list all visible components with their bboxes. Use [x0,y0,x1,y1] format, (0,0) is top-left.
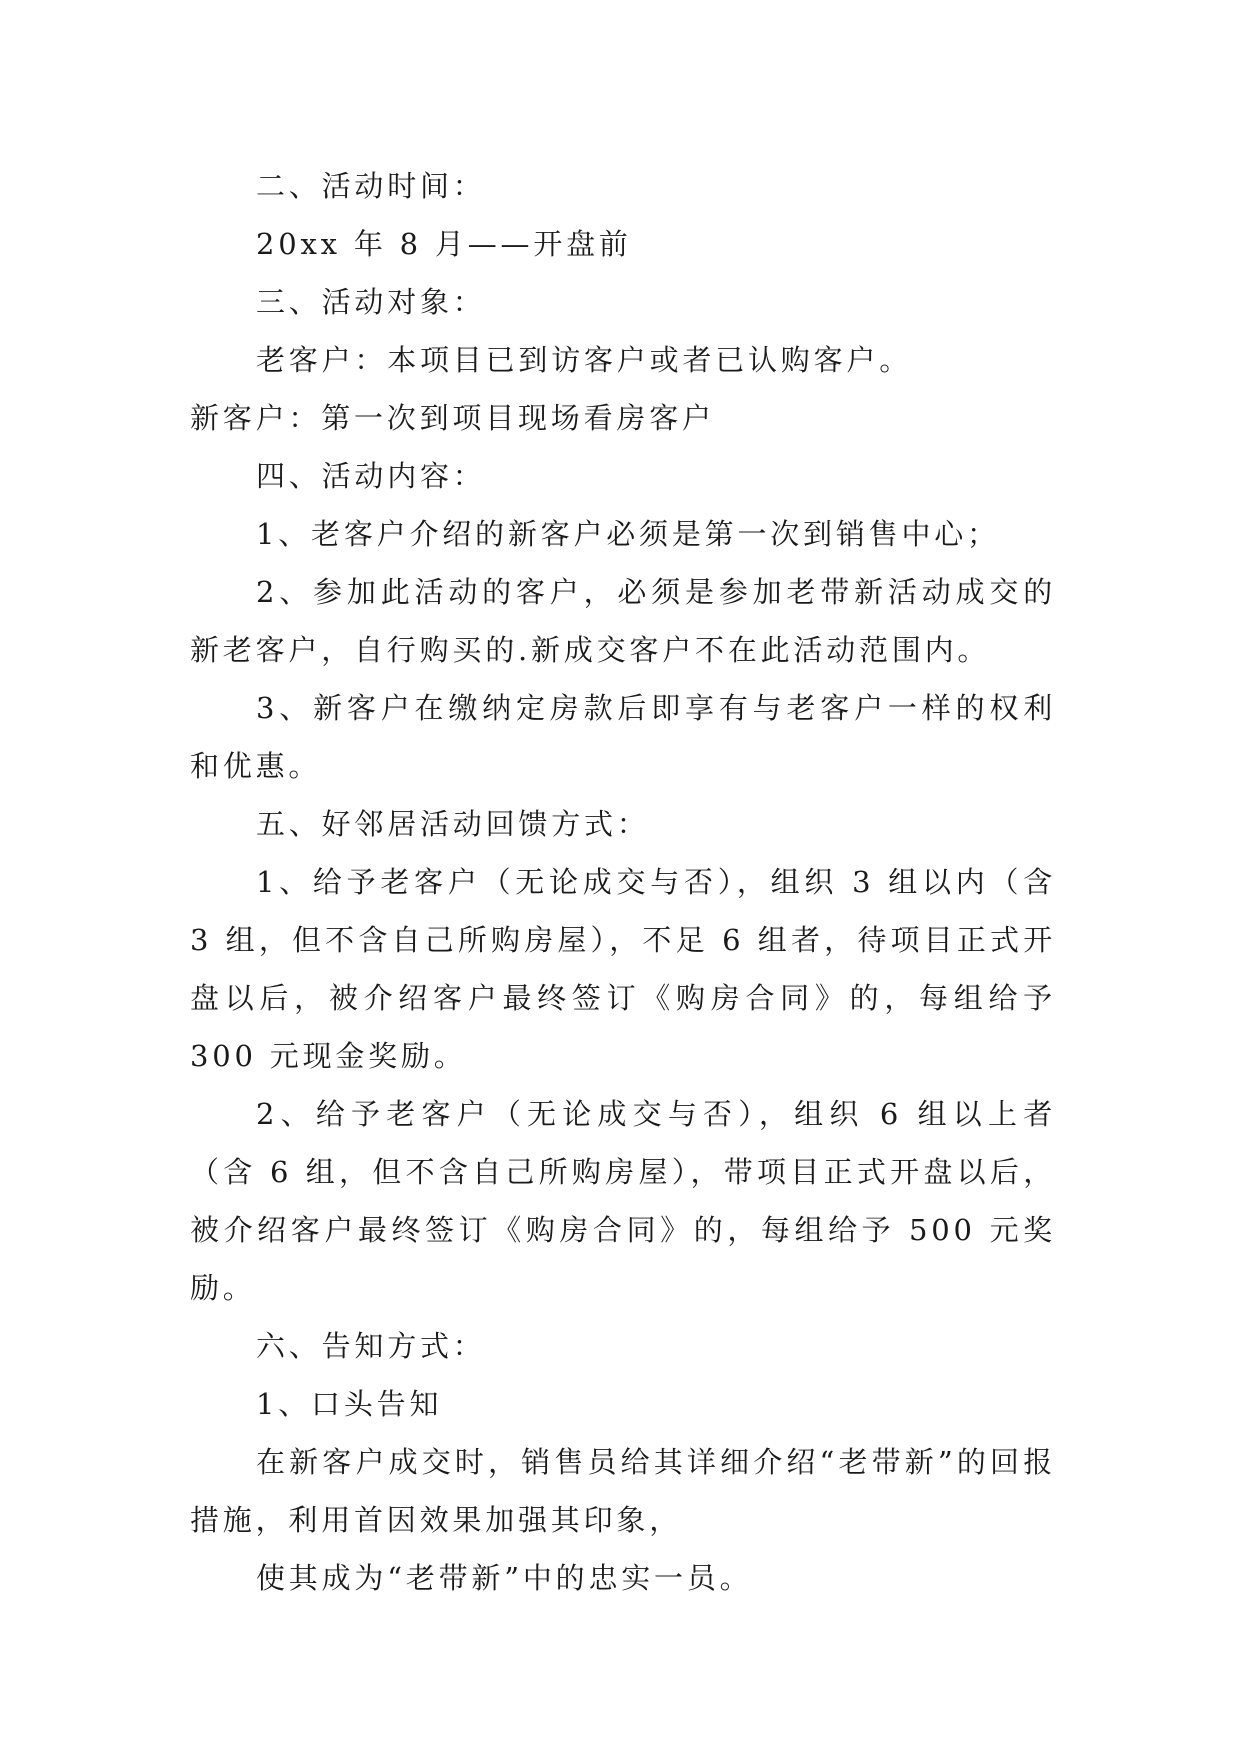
notification-closing: 使其成为“老带新”中的忠实一员。 [256,1561,753,1595]
heading-activity-time: 二、活动时间： [256,169,486,203]
new-customer-definition: 新客户：第一次到项目现场看房客户 [190,401,715,435]
notification-item-1: 1、口头告知 [256,1387,443,1421]
heading-activity-target: 三、活动对象： [256,285,486,319]
content-item-1: 1、老客户介绍的新客户必须是第一次到销售中心； [256,517,1000,551]
heading-notification-method: 六、告知方式： [256,1329,486,1363]
reward-item-1: 1、给予老客户（无论成交与否），组织 3 组以内（含 3 组，但不含自己所购房屋），不足 6 组者，待项目正式开盘以后，被介绍客户最终签订《购房合同》的，每组给予 300 元现金奖励。 [190,865,1056,1073]
heading-reward-method: 五、好邻居活动回馈方式： [256,807,650,841]
notification-detail: 在新客户成交时，销售员给其详细介绍“老带新”的回报措施，利用首因效果加强其印象， [190,1445,1056,1537]
document-body [190,157,1056,1607]
heading-activity-content: 四、活动内容： [256,459,486,493]
activity-time-value: 20xx 年 8 月——开盘前 [256,227,632,261]
reward-item-2: 2、给予老客户（无论成交与否），组织 6 组以上者（含 6 组，但不含自己所购房屋），带项目正式开盘以后，被介绍客户最终签订《购房合同》的，每组给予 500 元奖励。 [190,1097,1056,1305]
content-item-2: 2、参加此活动的客户，必须是参加老带新活动成交的新老客户，自行购买的.新成交客户不在此活动范围内。 [190,575,1056,667]
content-item-3: 3、新客户在缴纳定房款后即享有与老客户一样的权利和优惠。 [190,691,1056,783]
old-customer-definition: 老客户：本项目已到访客户或者已认购客户。 [256,343,913,377]
